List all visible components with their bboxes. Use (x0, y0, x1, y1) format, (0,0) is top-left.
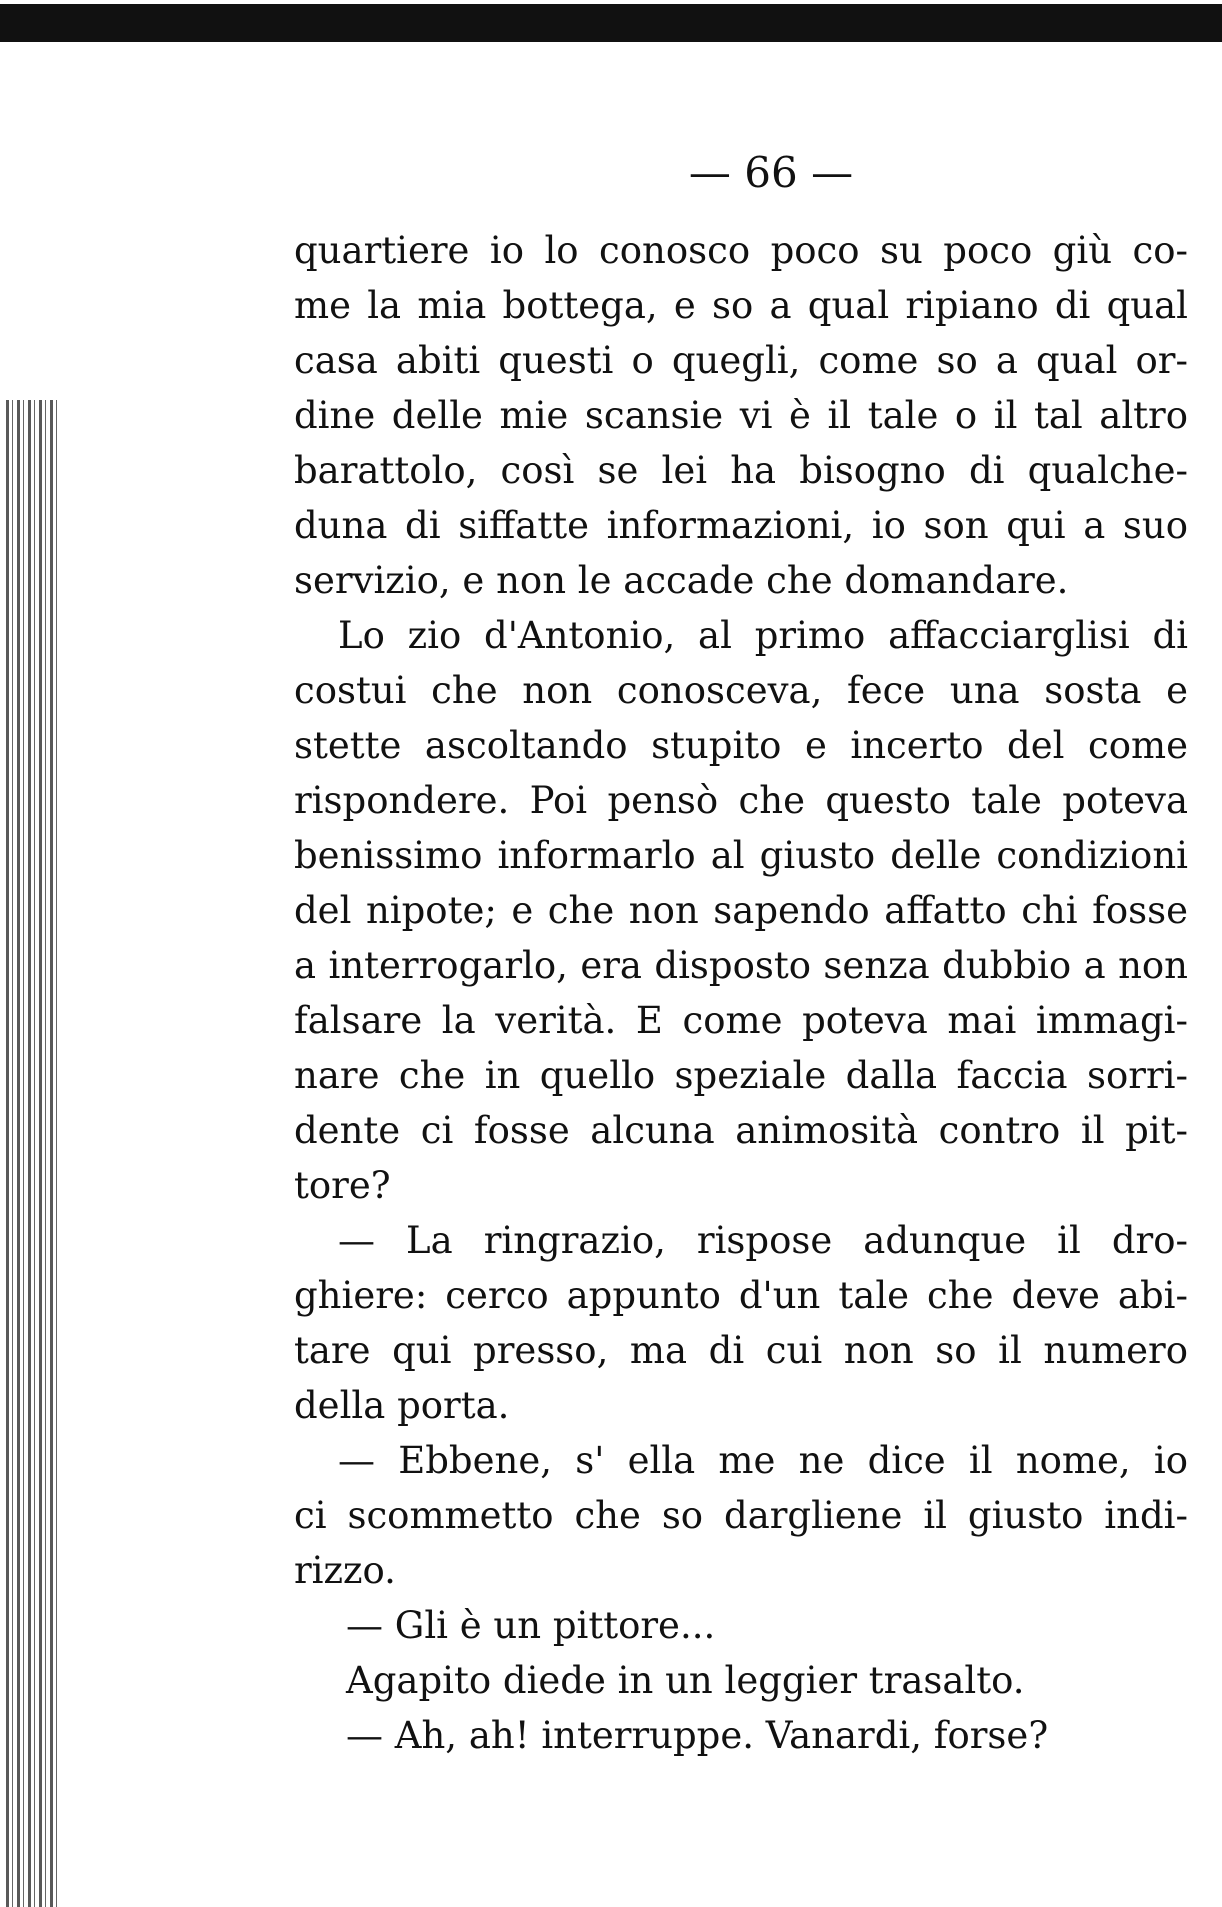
text-line: quartiere io lo conosco poco su poco giù co- (294, 229, 1188, 272)
text-line: tare qui presso, ma di cui non so il numero (294, 1329, 1188, 1372)
text-line: casa abiti questi o quegli, come so a qual or- (294, 339, 1188, 382)
dialogue-line: — Ebbene, s' ella me ne dice il nome, io (338, 1439, 1188, 1482)
text-line: del nipote; e che non sapendo affatto chi fosse (294, 889, 1188, 932)
text-line: falsare la verità. E come poteva mai immagi- (294, 999, 1188, 1042)
dialogue-line: — Ah, ah! interruppe. Vanardi, forse? (346, 1714, 1049, 1757)
dialogue-line: — La ringrazio, rispose adunque il dro- (338, 1219, 1188, 1262)
top-scan-border (0, 4, 1222, 42)
text-line: duna di siffatte informazioni, io son qui a suo (294, 504, 1188, 547)
body-text (294, 223, 1188, 1763)
text-line: ghiere: cerco appunto d'un tale che deve abi- (294, 1274, 1188, 1317)
text-line: rispondere. Poi pensò che questo tale poteva (294, 779, 1188, 822)
text-line: barattolo, così se lei ha bisogno di qualche- (294, 449, 1188, 492)
text-line: rizzo. (294, 1549, 396, 1592)
dialogue-line: — Gli è un pittore... (346, 1604, 716, 1647)
page-number: — 66 — (688, 148, 854, 197)
text-line: costui che non conosceva, fece una sosta e (294, 669, 1188, 712)
text-line: dente ci fosse alcuna animosità contro il pit- (294, 1109, 1188, 1152)
book-spine-edge (6, 400, 58, 1907)
text-line: stette ascoltando stupito e incerto del come (294, 724, 1188, 767)
text-line: dine delle mie scansie vi è il tale o il tal altro (294, 394, 1188, 437)
text-line: Agapito diede in un leggier trasalto. (346, 1659, 1025, 1702)
text-line: nare che in quello speziale dalla faccia sorri- (294, 1054, 1188, 1097)
text-line: servizio, e non le accade che domandare. (294, 559, 1069, 602)
text-line: a interrogarlo, era disposto senza dubbio a non (294, 944, 1188, 987)
text-line: della porta. (294, 1384, 510, 1427)
text-line: tore? (294, 1164, 391, 1207)
text-line: benissimo informarlo al giusto delle condizioni (294, 834, 1188, 877)
text-line: Lo zio d'Antonio, al primo affacciarglisi di (338, 614, 1188, 657)
text-line: me la mia bottega, e so a qual ripiano di qual (294, 284, 1188, 327)
text-line: ci scommetto che so dargliene il giusto indi- (294, 1494, 1188, 1537)
